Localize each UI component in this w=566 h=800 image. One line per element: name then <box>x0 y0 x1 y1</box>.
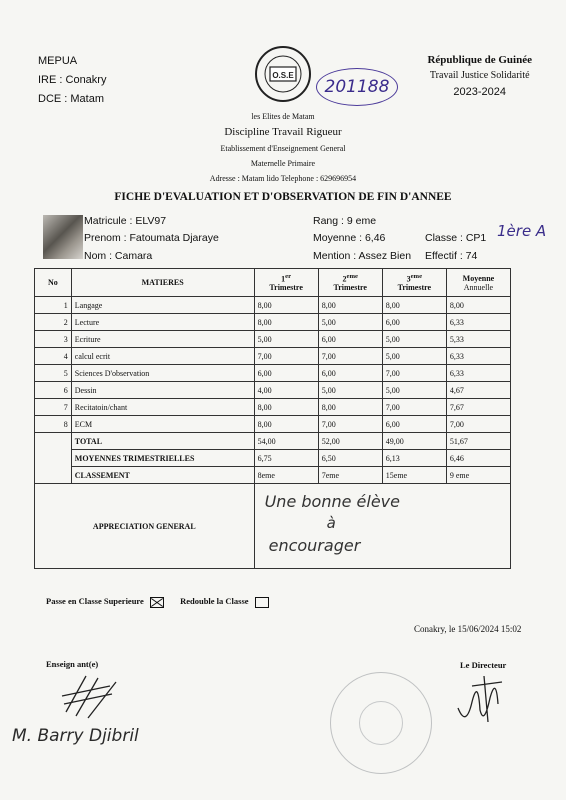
appreciation-label: APPRECIATION GENERAL <box>35 484 255 569</box>
redouble-label: Redouble la Classe <box>180 596 249 606</box>
school-logo <box>253 44 313 104</box>
student-classe: Classe : CP1 <box>425 232 487 244</box>
appreciation-row <box>35 484 511 569</box>
student-matricule: Matricule : ELV97 <box>84 215 167 227</box>
table-row: 8 ECM 8,00 7,00 6,00 7,00 <box>35 416 511 433</box>
appreciation-line3: encourager <box>268 536 361 555</box>
teacher-label: Enseign ant(e) <box>46 659 99 669</box>
header-matieres: MATIERES <box>71 269 254 297</box>
student-nom: Nom : Camara <box>84 250 153 262</box>
school-name: les Elites de Matam <box>251 112 315 121</box>
student-photo <box>43 215 83 259</box>
header-left <box>38 52 106 109</box>
student-mention: Mention : Assez Bien <box>313 250 412 262</box>
logo-text: O.S.E <box>272 71 294 80</box>
motto: Travail Justice Solidarité <box>429 70 530 81</box>
table-row: 1 Langage 8,00 8,00 8,00 8,00 <box>35 297 511 314</box>
director-signature <box>448 668 518 732</box>
ire: IRE : Conakry <box>38 74 107 86</box>
decision <box>46 596 269 608</box>
country: République de Guinée <box>427 54 532 66</box>
school-discipline: Discipline Travail Rigueur <box>224 126 342 138</box>
appreciation-line2: à <box>326 514 336 532</box>
appreciation-box <box>254 484 510 569</box>
teacher-name: M. Barry Djibril <box>12 726 139 746</box>
student-effectif: Effectif : 74 <box>425 250 478 262</box>
table-row: 2 Lecture 8,00 5,00 6,00 6,33 <box>35 314 511 331</box>
total-row: TOTAL 54,00 52,00 49,00 51,67 <box>35 433 511 450</box>
teacher-signature <box>58 672 128 724</box>
header-t1: 1er Trimestre <box>254 269 318 297</box>
student-rang: Rang : 9 eme <box>313 215 377 227</box>
handwritten-class: 1ère A <box>497 222 547 240</box>
page-title: FICHE D'EVALUATION ET D'OBSERVATION DE FIN D'ANNEE <box>114 191 452 203</box>
student-moyenne: Moyenne : 6,46 <box>313 232 386 244</box>
student-prenom: Prenom : Fatoumata Djaraye <box>84 232 219 244</box>
table-row: 6 Dessin 4,00 5,00 5,00 4,67 <box>35 382 511 399</box>
school-level: Maternelle Primaire <box>250 159 316 168</box>
passe-label: Passe en Classe Superieure <box>46 596 144 606</box>
appreciation-line1: Une bonne élève <box>264 492 400 511</box>
school-stamp <box>330 672 432 774</box>
table-row: 7 Recitatoin/chant 8,00 8,00 7,00 7,67 <box>35 399 511 416</box>
classement-row: CLASSEMENT 8eme 7eme 15eme 9 eme <box>35 467 511 484</box>
table-header-row <box>35 269 511 297</box>
passe-checkbox[interactable] <box>150 597 164 608</box>
header-no: No <box>35 269 72 297</box>
moyennes-row: MOYENNES TRIMESTRIELLES 6,75 6,50 6,13 6,46 <box>35 450 511 467</box>
school-year: 2023-2024 <box>453 86 507 98</box>
school-address: Adresse : Matam lido Telephone : 629696954 <box>209 174 357 183</box>
director-label: Le Directeur <box>460 660 507 670</box>
redouble-checkbox[interactable] <box>255 597 269 608</box>
school-type: Etablissement d'Enseignement General <box>220 144 346 153</box>
table-row: 5 Sciences D'observation 6,00 6,00 7,00 6,33 <box>35 365 511 382</box>
table-row: 4 calcul ecrit 7,00 7,00 5,00 6,33 <box>35 348 511 365</box>
issue-date: Conakry, le 15/06/2024 15:02 <box>414 624 522 634</box>
header-t2: 2eme Trimestre <box>318 269 382 297</box>
ministry: MEPUA <box>38 55 78 67</box>
table-row: 3 Ecriture 5,00 6,00 5,00 5,33 <box>35 331 511 348</box>
grades-table <box>34 268 511 569</box>
header-moyenne: Moyenne Annuelle <box>446 269 510 297</box>
handwritten-number: 201188 <box>316 68 398 106</box>
header-right <box>427 52 532 100</box>
header-t3: 3eme Trimestre <box>382 269 446 297</box>
dce: DCE : Matam <box>38 93 105 105</box>
